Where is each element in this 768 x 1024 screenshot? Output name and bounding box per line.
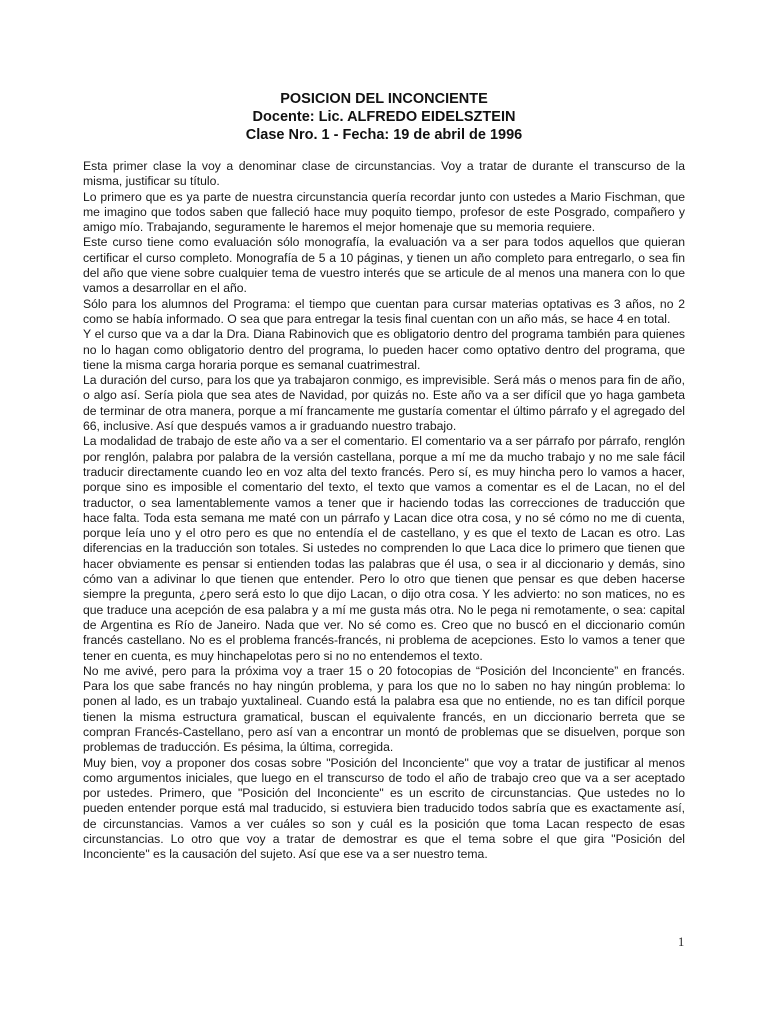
page-number: 1 (678, 935, 685, 949)
paragraph: Sólo para los alumnos del Programa: el tiempo que cuentan para cursar materias optativas es 3 años, no 2 como se había informado. O sea que para entregar la tesis final cuentan con un año más, se hace 4 en total. (83, 296, 685, 326)
document-instructor: Docente: Lic. ALFREDO EIDELSZTEIN (252, 109, 516, 125)
paragraph: Lo primero que es ya parte de nuestra circunstancia quería recordar junto con ustedes a Mario Fischman, que me imagino que todos saben que falleció hace muy poquito tiempo, profesor de este Posgrado, compañero y amigo mío. Trabajando, seguramente le haremos el mejor homenaje que su memoria requiere. (83, 189, 685, 235)
paragraph: No me avivé, pero para la próxima voy a traer 15 o 20 fotocopias de “Posición del Inconciente” en francés. Para los que sabe francés no hay ningún problema, y para los que no lo saben no hay ningún problema: lo ponen al lado, es un trabajo yuxtalineal. Cuando está la palabra esa que no entiende, no es tan difícil porque tienen la misma estructura gramatical, buscan el equivalente francés, en un diccionario berreta que se compran Francés-Castellano, pero así van a encontrar un montó de problemas que se disuelven, porque son problemas de traducción. Es pésima, la última, corregida. (83, 663, 685, 755)
document-body (83, 159, 685, 863)
paragraph: La modalidad de trabajo de este año va a ser el comentario. El comentario va a ser párrafo por párrafo, renglón por renglón, palabra por palabra de la versión castellana, porque a mí me da mucho trabajo y no me sale fácil traducir directamente cuando leo en voz alta del texto francés. Pero sí, es muy hincha pero lo vamos a hacer, porque sino es imposible el comentario del texto, el texto que vamos a comentar es el de Lacan, no el del traductor, o sea lamentablemente vamos a tener que ir haciendo todas las correcciones de traducción que hace falta. Toda esta semana me maté con un párrafo y Lacan dice otra cosa, y no sé cómo no me di cuenta, porque leía uno y el otro pero es que no entendía el de castellano, y es que el texto de Lacan es otro. Las diferencias en la traducción son totales. Si ustedes no comprenden lo que Laca dice lo primero que tienen que hacer obviamente es pensar si entienden todas las palabras que él usa, o sea ir al diccionario y demás, sino cómo van a adivinar lo que tienen que entender. Pero lo otro que tienen que pensar es que deben hacerse siempre la pregunta, ¿pero será esto lo que dijo Lacan, o dijo otra cosa. Y les advierto: no son matices, no es que traduce una acepción de esa palabra y a mí me gusta más otra. No le pega ni remotamente, o sea: capital de Argentina es Río de Janeiro. Nada que ver. No sé como es. Creo que no buscó en el diccionario común francés castellano. No es el problema francés-francés, ni problema de acepciones. Esto lo vamos a tener que tener en cuenta, es muy hinchapelotas pero si no no entendemos el texto. (83, 434, 685, 663)
document-class-date: Clase Nro. 1 - Fecha: 19 de abril de 1996 (245, 127, 523, 143)
paragraph: Muy bien, voy a proponer dos cosas sobre "Posición del Inconciente" que voy a tratar de justificar al menos como argumentos iniciales, que luego en el transcurso de todo el año de trabajo creo que va a ser aceptado por ustedes. Primero, que "Posición del Inconciente" es un escrito de circunstancias. Que ustedes no lo pueden entender porque está mal traducido, si estuviera bien traducido todos sabría que es exactamente así, de circunstancias. Vamos a ver cuáles so son y cuál es la posición que toma Lacan respecto de esas circunstancias. Lo otro que voy a tratar de demostrar es que el tema sobre el que gira "Posición del Inconciente" es la causación del sujeto. Así que ese va a ser nuestro tema. (83, 755, 685, 862)
document-title: POSICION DEL INCONCIENTE (280, 91, 488, 107)
paragraph: Y el curso que va a dar la Dra. Diana Rabinovich que es obligatorio dentro del programa también para quienes no lo hagan como obligatorio dentro del programa, lo pueden hacer como optativo dentro del programa, que tiene la misma carga horaria porque es semanal cuatrimestral. (83, 327, 685, 372)
paragraph: Este curso tiene como evaluación sólo monografía, la evaluación va a ser para todos aquellos que quieran certificar el curso completo. Monografía de 5 a 10 páginas, y tienen un año completo para entregarlo, o sea fin del año que viene sobre cualquier tema de vuestro interés que se articule de al menos una manera con lo que vamos a desarrollar en el año. (83, 235, 685, 296)
document-header (0, 90, 768, 144)
paragraph: Esta primer clase la voy a denominar clase de circunstancias. Voy a tratar de durante el transcurso de la misma, justificar su título. (83, 159, 685, 189)
paragraph: La duración del curso, para los que ya trabajaron conmigo, es imprevisible. Será más o menos para fin de año, o algo así. Sería piola que sea ates de Navidad, por quizás no. Este año va a ser difícil que yo haga gambeta de terminar de otra manera, porque a mí francamente me gustaría comentar el último párrafo y el agregado del 66, inclusive. Así que después vamos a ir graduando nuestro trabajo. (83, 373, 685, 434)
